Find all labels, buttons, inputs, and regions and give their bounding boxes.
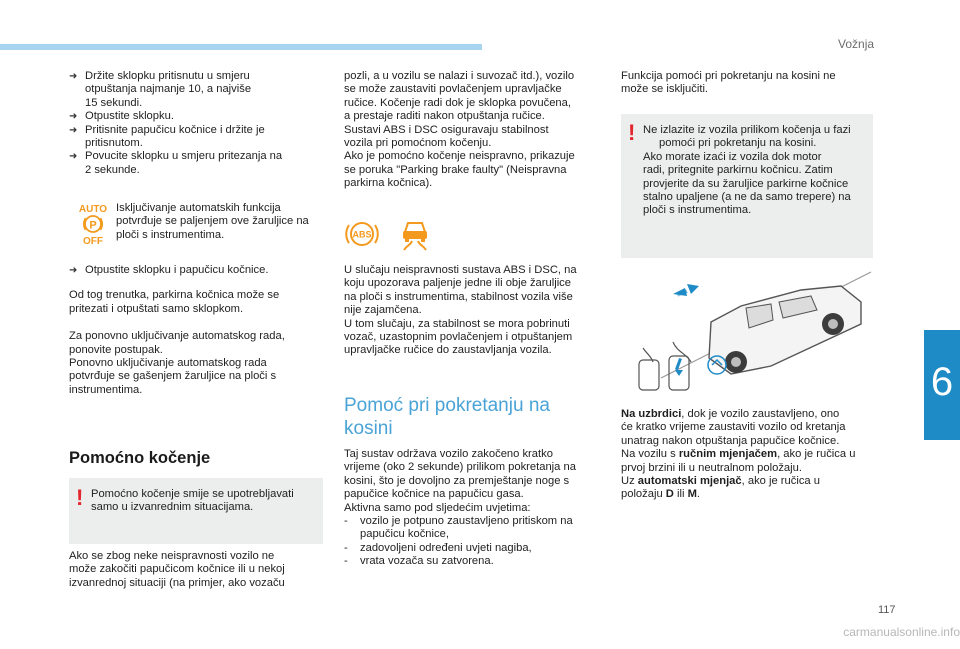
paragraph: Za ponovno uključivanje automatskog rada, ponovite postupak. Ponovno uključivanje automatskog rada potvrđuje se gašenjem žaruljice na ploči s instrumentima.: [69, 330, 285, 396]
paragraph: Funkcija pomoći pri pokretanju na kosini ne može se isključiti.: [621, 70, 836, 96]
heading-emergency-braking: Pomoćno kočenje: [69, 449, 211, 467]
arrow-bullet-icon: ➜: [69, 71, 78, 82]
dsc-skid-icon: [396, 214, 434, 252]
page-number: 117: [878, 604, 896, 616]
auto-icon-top: AUTO: [78, 204, 108, 215]
warning-text: Ne izlazite iz vozila prilikom kočenja u fazi pomoći pri pokretanju na kosini. Ako morate izaći iz vozila dok motor radi, pritegnite parkirnu kočnicu. Zatim provjerite da su žaruljice parkirne kočnice stalno upaljene (a ne da samo trepere) na ploči s instrumentima.: [643, 124, 851, 217]
abs-warning-icon: [344, 216, 380, 252]
list-item: - zadovoljeni određeni uvjeti nagiba,: [344, 541, 532, 554]
auto-icon-bottom: OFF: [83, 236, 103, 246]
bullet-item: ➜ Pritisnite papučicu kočnice i držite je pritisnutom.: [69, 123, 265, 150]
arrow-bullet-icon: ➜: [69, 111, 78, 123]
hill-start-illustration: [621, 262, 873, 398]
column-1-middle: [69, 264, 329, 409]
warning-exclamation-icon: !: [628, 120, 636, 145]
abs-label: ABS: [352, 229, 372, 240]
list-item: - vozilo je potpuno zaustavljeno pritiskom na papučicu kočnice,: [344, 515, 573, 541]
arrow-bullet-icon: ➜: [69, 124, 78, 136]
list-item: - vrata vozača su zatvorena.: [344, 555, 494, 568]
paragraph: Ako se zbog neke neispravnosti vozilo ne može zakočiti papučicom kočnice ili u nekoj izvanrednoj situaciji (na primjer, ako vozaču: [69, 550, 285, 589]
watermark: carmanualsonline.info: [843, 625, 960, 639]
column-2-bottom: Taj sustav održava vozilo zakočeno kratko vrijeme (oko 2 sekunde) prilikom pokretanja na kosini, što je dovoljno za premještanje noge s papučice kočnice na papučicu gasa. Aktivna samo pod sljedećim uvjetima: - vozilo je potpuno zaustavljeno pritiskom na papučicu kočnice, - zadovoljeni određeni uvjeti nagiba, - vrata vozača su zatvorena.: [344, 448, 606, 569]
warning-text: Pomoćno kočenje smije se upotrebljavati samo u izvanrednim situacijama.: [91, 488, 294, 514]
paragraph: Na uzbrdici, dok je vozilo zaustavljeno, ono će kratko vrijeme zaustaviti vozilo od kretanja unatrag nakon otpuštanja papučice kočnice. Na vozilu s ručnim mjenjačem, ako je ručica u prvoj brzini ili u neutralnom položaju. Uz automatski mjenjač, ako je ručica u položaju D ili M.: [621, 408, 856, 501]
bullet-item: ➜ Držite sklopku pritisnutu u smjeru otpuštanja najmanje 10, a najviše 15 sekundi.: [69, 70, 252, 109]
bullet-item: ➜ Otpustite sklopku i papučicu kočnice.: [69, 264, 269, 276]
paragraph: Od tog trenutka, parkirna kočnica može se pritezati i otpuštati samo sklopkom.: [69, 289, 280, 315]
column-2-top: pozli, a u vozilu se nalazi i suvozač itd.), vozilo se može zaustaviti povlačenjem upravljačke ručice. Kočenje radi dok je sklopka povučena, a prestaje raditi nakon otpuštanja ručice. Sustavi ABS i DSC osiguravaju stabilnost vozila pri pomoćnom kočenju. Ako je pomoćno kočenje neispravno, prikazuje se poruka "Parking brake faulty" (Neispravna parkirna kočnica).: [344, 70, 575, 190]
auto-p-off-icon: [78, 202, 108, 246]
heading-hill-start: Pomoć pri pokretanju na kosini: [344, 395, 550, 439]
arrow-bullet-icon: ➜: [69, 265, 78, 276]
auto-note: Isključivanje automatskih funkcija potvrđuje se paljenjem ove žaruljice na ploči s instrumentima.: [116, 202, 309, 241]
arrow-bullet-icon: ➜: [69, 151, 78, 163]
chapter-number: 6: [930, 360, 954, 404]
column-1: [69, 70, 329, 177]
warning-exclamation-icon: !: [76, 485, 84, 510]
auto-icon-letter: P: [89, 219, 97, 232]
paragraph: U slučaju neispravnosti sustava ABS i DSC, na koju upozorava paljenje jedne ili obje žaruljice na ploči s instrumentima, stabilnost vozila više nije zajamčena. U tom slučaju, za stabilnost se mora pobrinuti vozač, uzastopnim povlačenjem i otpuštanjem upravljačke ručice do zaustavljanja vozila.: [344, 264, 577, 357]
section-name: Vožnja: [838, 37, 875, 51]
chapter-tab: [924, 330, 960, 440]
bullet-item: ➜ Povucite sklopku u smjeru pritezanja na 2 sekunde.: [69, 150, 283, 176]
bullet-item: ➜ Otpustite sklopku.: [69, 110, 174, 123]
header-bar: [0, 44, 482, 50]
